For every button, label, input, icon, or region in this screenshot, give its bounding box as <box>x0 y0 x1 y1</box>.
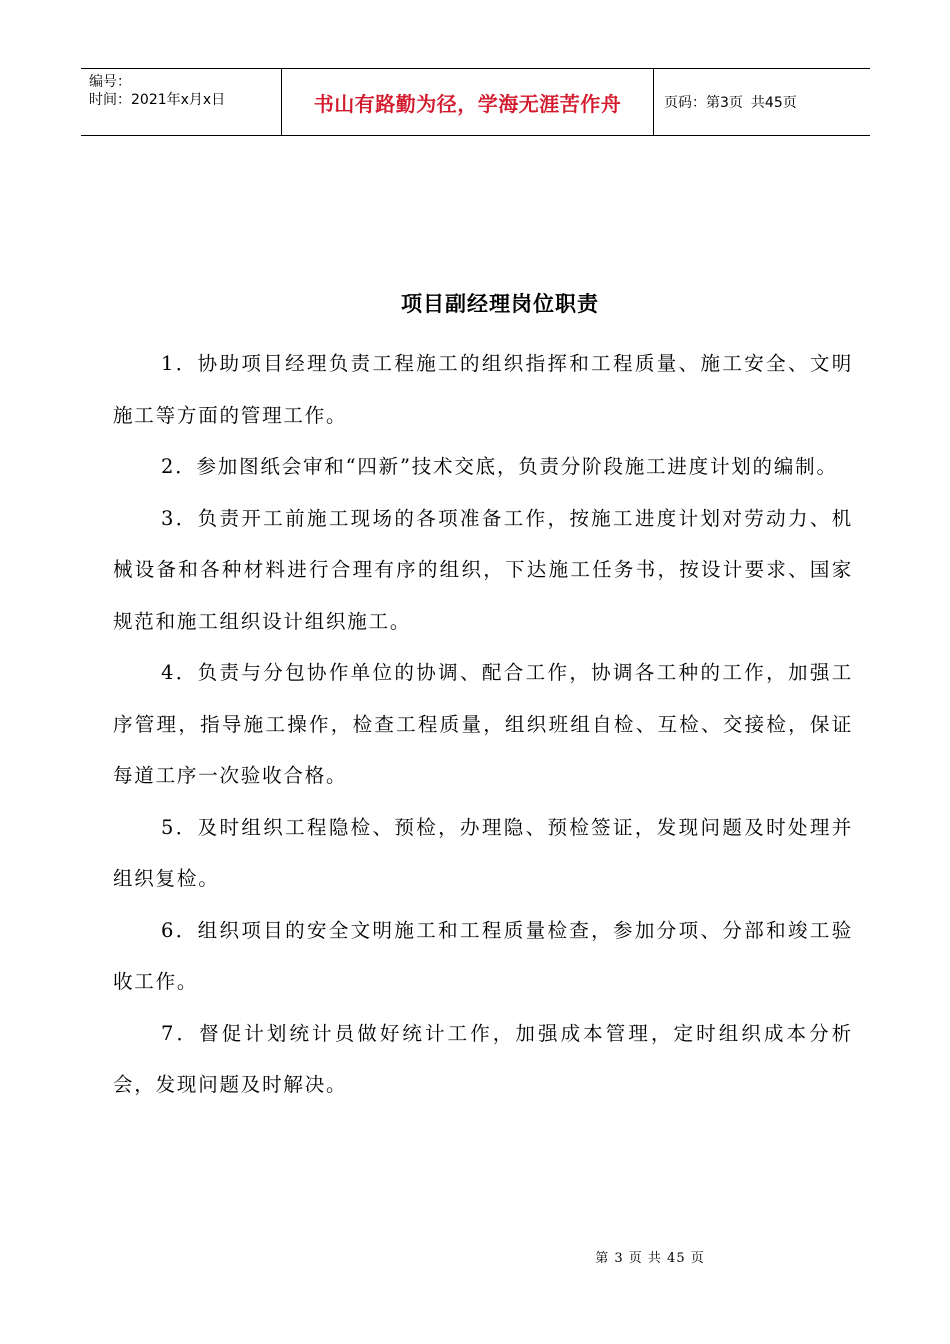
duty-item-5: 5．及时组织工程隐检、预检，办理隐、预检签证，发现问题及时处理并组织复检。 <box>113 815 853 890</box>
header-info-cell <box>81 69 281 135</box>
header-page-number: 页码：第3页 <box>664 95 743 111</box>
page-footer: 第 3 页 共 45 页 <box>595 1251 705 1266</box>
header-page-cell <box>654 69 870 135</box>
duty-item-6: 6．组织项目的安全文明施工和工程质量检查，参加分项、分部和竣工验收工作。 <box>113 918 853 993</box>
duty-list <box>113 338 853 1111</box>
document-title: 项目副经理岗位职责 <box>401 292 599 316</box>
duty-item-2: 2．参加图纸会审和“四新”技术交底，负责分阶段施工进度计划的编制。 <box>161 455 838 478</box>
duty-item-3: 3．负责开工前施工现场的各项准备工作，按施工进度计划对劳动力、机械设备和各种材料进行合理有序的组织，下达施工任务书，按设计要求、国家规范和施工组织设计组织施工。 <box>113 506 853 633</box>
page-header-table <box>81 68 870 136</box>
header-page-total: 共45页 <box>750 95 797 111</box>
header-motto: 书山有路勤为径，学海无涯苦作舟 <box>313 91 622 116</box>
duty-item-7: 7．督促计划统计员做好统计工作，加强成本管理，定时组织成本分析会，发现问题及时解决。 <box>113 1021 853 1096</box>
duty-item-4: 4．负责与分包协作单位的协调、配合工作，协调各工种的工作，加强工序管理，指导施工操作，检查工程质量，组织班组自检、互检、交接检，保证每道工序一次验收合格。 <box>113 661 853 787</box>
header-motto-cell <box>281 69 654 135</box>
document-date-label: 时间：2021年x月x日 <box>89 92 226 108</box>
document-number-label: 编号： <box>89 74 131 90</box>
duty-item-1: 1．协助项目经理负责工程施工的组织指挥和工程质量、施工安全、文明施工等方面的管理工作。 <box>113 352 853 427</box>
